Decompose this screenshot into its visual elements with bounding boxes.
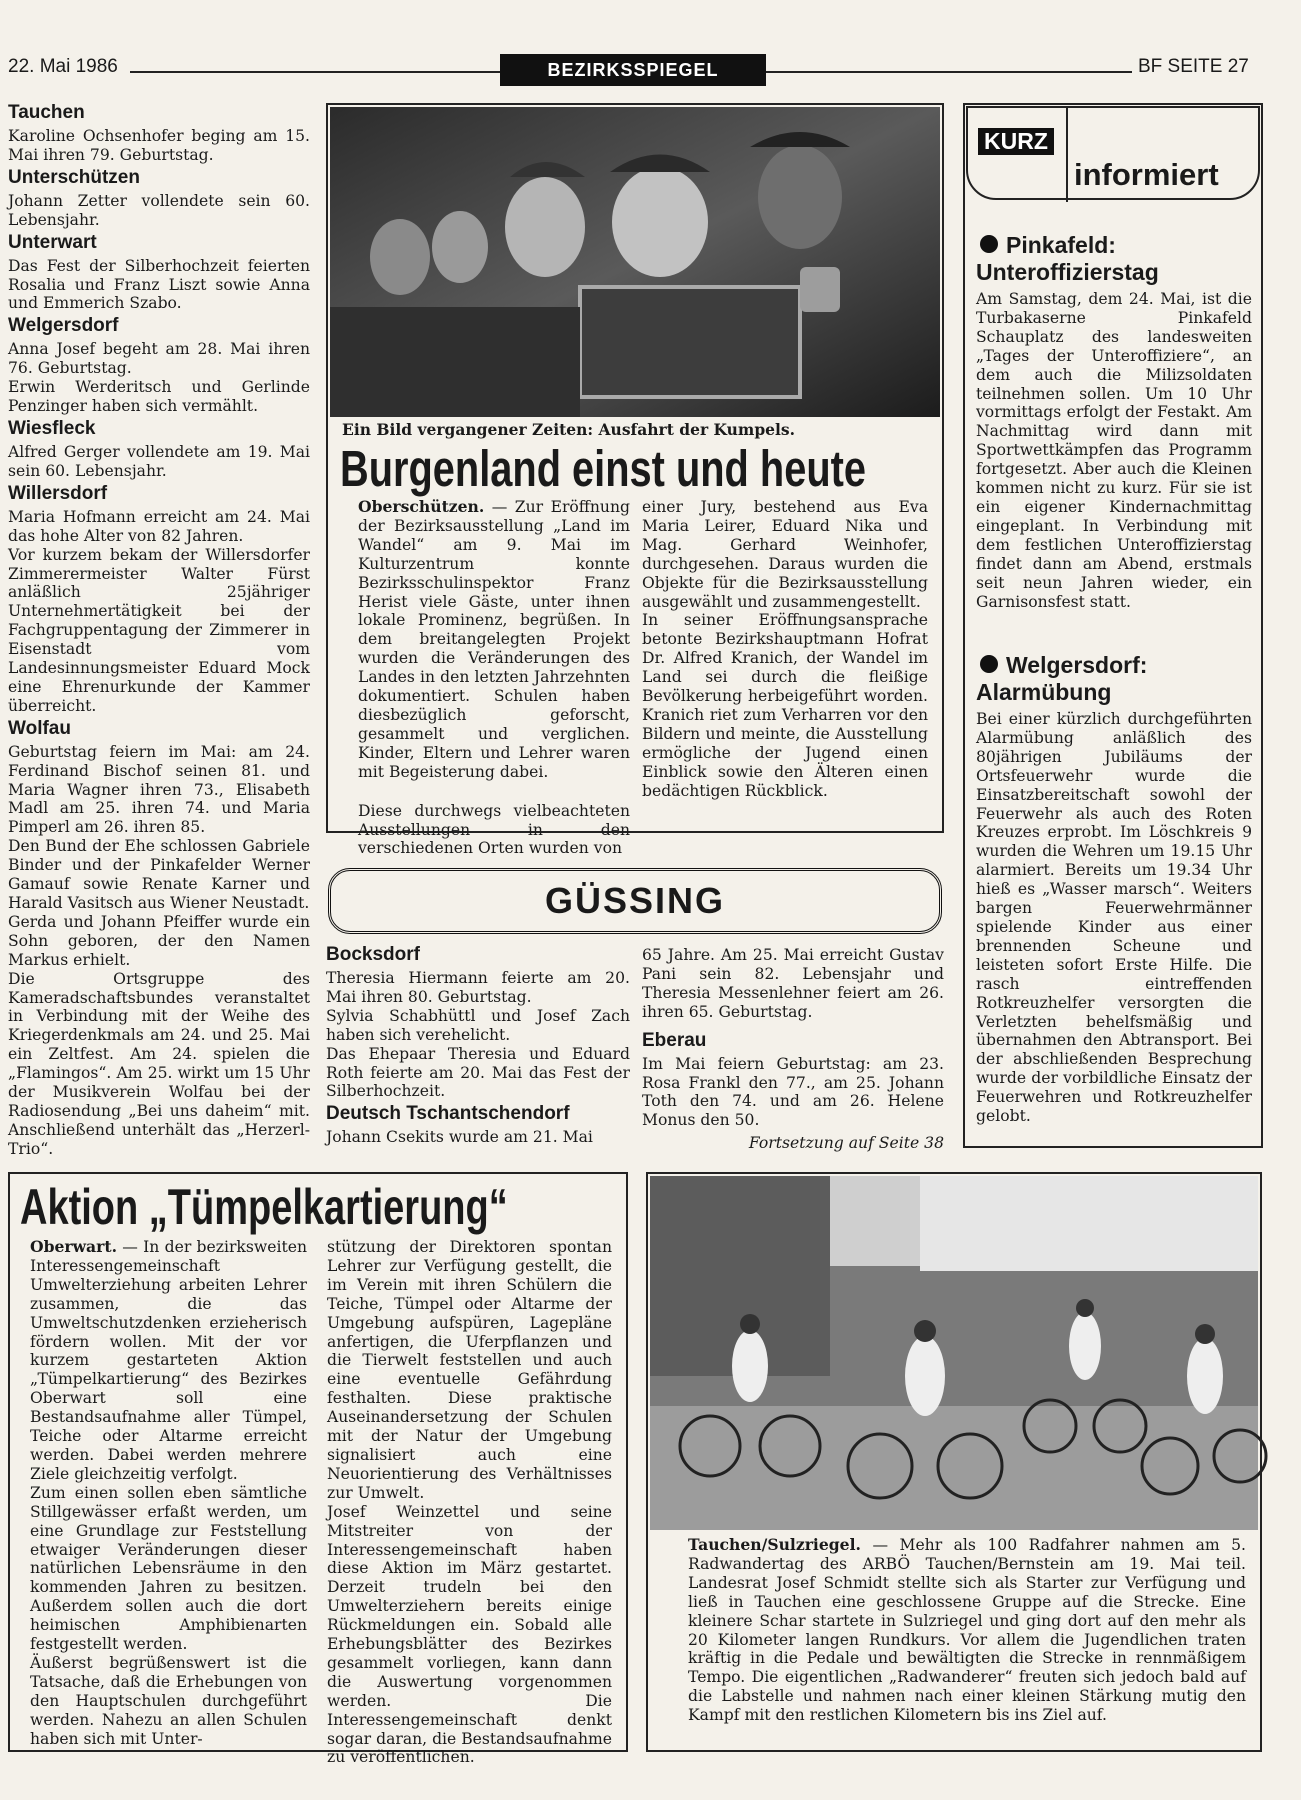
body-text: — In der bezirksweiten Interessengemeinschaft Umwelterziehung arbeiten Lehrer zusammen, die das Umweltschutzdenken erzieherisch fördern wollen. Mit der vor kurzem gestarteten Aktion „Tümpelkartierung“ des Bezirkes Oberwart soll eine Bestandsaufnahme aller Tümpel, Teiche oder Altarme erreicht werden. Dabei werden mehrere Ziele gleichzeitig verfolgt. (30, 1238, 307, 1483)
miners-photo-graphic (330, 107, 940, 417)
entry-text: 65 Jahre. Am 25. Mai erreicht Gustav Pani sein 82. Lebensjahr und Theresia Messenlehner feiert am 26. ihren 65. Geburtstag. (642, 946, 944, 1021)
place-heading: Deutsch Tschantschendorf (326, 1103, 570, 1125)
left-column (8, 100, 310, 1158)
body-text: Diese durchwegs vielbeachteten Ausstellungen in den verschiedenen Orten wurden von (358, 801, 630, 858)
heading-part: Pinkafeld: (1006, 232, 1116, 258)
kurz-item-subheading: Unteroffizierstag (976, 259, 1159, 285)
page-number: BF SEITE 27 (1138, 56, 1249, 77)
kurz-item-2 (976, 652, 1252, 1126)
entry-text: Geburtstag feiern im Mai: am 24. Ferdinand Bischof seinen 81. und Maria Wagner ihren 73., Elisabeth Madl am 25. ihren 74. und Maria Pimperl am 26. ihren 85. (8, 742, 310, 837)
bullet-icon (980, 655, 998, 673)
dateline: Oberschützen. (358, 497, 485, 516)
body-text: — Mehr als 100 Radfahrer nahmen am 5. Radwandertag des ARBÖ Tauchen/Bernstein am 19. Mai teil. Landesrat Josef Schmidt stellte sich als Starter zur Verfügung und ließ in Tauchen eine geschlossene Gruppe auf die Strecke. Eine kleinere Schar startete in Sulzriegel und ging dort auf den mehr als 20 Kilometer langen Rundkurs. Vor allem die Jugendlichen traten kräftig in die Pedale und bewältigten die Strecke in rennmäßigem Tempo. Die eigentlichen „Radwanderer“ freuten sich jedoch bald auf die Labstelle und nahmen nach einer kleinen Stärkung mutig den Kampf mit den restlichen Kilometern bis ins Ziel auf. (688, 1536, 1246, 1725)
continued-note: Fortsetzung auf Seite 38 (748, 1134, 944, 1153)
place-heading: Bocksdorf (326, 944, 420, 965)
entry-text: Vor kurzem bekam der Willersdorfer Zimmerermeister Walter Fürst anläßlich 25jähriger Unternehmertätigkeit bei der Fachgruppentagung der Zimmerer in Eisenstadt vom Landesinnungsmeister Eduard Mock eine Ehrenurkunde der Kammer überreicht. (8, 545, 310, 715)
burgenland-headline: Burgenland einst und heute (340, 440, 867, 497)
entry-text: Johann Csekits wurde am 21. Mai (326, 1128, 593, 1147)
entry-text: Das Ehepaar Theresia und Eduard Roth feierte am 20. Mai das Fest der Silberhochzeit. (326, 1044, 630, 1101)
entry-text: Johann Zetter vollendete sein 60. Lebensjahr. (8, 191, 310, 229)
body-text: Zum einen sollen eben sämtliche Stillgewässer erfaßt werden, um eine Grundlage zur Feststellung etwaiger Veränderungen dieser natürlichen Lebensräume in den kommenden Jahren zu besitzen. Außerdem sollen auch die dort heimischen Amphibienarten festgestellt werden. (30, 1483, 307, 1654)
kurz-divider (1066, 108, 1068, 202)
body-text: stützung der Direktoren spontan Lehrer zur Verfügung gestellt, die im Verein mit ihren Schülern die Teiche, Tümpel oder Altarme der Umgebung aufspüren, Lagepläne anfertigen, die Uferpflanzen und die Tierwelt feststellen und auch eine eventuelle Gefährdung festhalten. Diese praktische Auseinandersetzung der Schulen mit der Natur der Umgebung signalisiert auch eine Neuorientierung des Verhältnisses zur Umwelt. (327, 1238, 612, 1502)
burgenland-body (358, 498, 630, 782)
guessing-col-2 (642, 946, 944, 1153)
body-text: einer Jury, bestehend aus Eva Maria Leirer, Eduard Nika und Mag. Gerhard Weinhofer, durchgesehen. Daraus wurden die Objekte für die Bezirksausstellung ausgewählt und zusammengestellt. (642, 498, 928, 611)
tuempel-col-1 (30, 1238, 307, 1748)
entry-text: Karoline Ochsenhofer beging am 15. Mai ihren 79. Geburtstag. (8, 127, 310, 164)
guessing-title: GÜSSING (544, 880, 726, 921)
place-heading: Unterwart (8, 231, 97, 253)
body-text: Josef Weinzettel und seine Mitstreiter von der Interessengemeinschaft haben diese Aktion im März gestartet. Derzeit trudeln bei den Umwelterziehern bereits einige Rückmeldungen ein. Sobald alle Erhebungsblätter des Bezirkes gesammelt vorliegen, kann dann die Auswertung vorgenommen werden. Die Interessengemeinschaft denkt sogar daran, die Bestandsaufnahme zu veröffentlichen. (327, 1502, 613, 1767)
entry-text: Gerda und Johann Pfeiffer wurde ein Sohn geboren, der den Namen Markus erhielt. (8, 912, 310, 969)
kurz-item-heading (980, 652, 1252, 679)
place-heading: Welgersdorf (8, 315, 119, 337)
kurz-title: informiert (1074, 157, 1219, 192)
kurz-item-text: Am Samstag, dem 24. Mai, ist die Turbakaserne Pinkafeld Schauplatz des landesweiten „Tages der Unteroffiziere“, an dem auch die Milizsoldaten teilnehmen sollen. Um 10 Uhr vormittags erfolgt der Festakt. Am Nachmittag wird dann mit Sportwettkämpfen das Programm fortgesetzt. Aber auch die Kleinen kommen nicht zu kurz. Für sie ist ein eigener Kindernachmittag eingeplant. In Verbindung mit dem festlichen Unteroffizierstag findet dann am Abend, erstmals seit neun Jahren wieder, ein Garnisonsfest statt. (976, 290, 1252, 611)
entry-text: Das Fest der Silberhochzeit feierten Rosalia und Franz Liszt sowie Anna und Emmerich Szabo. (8, 256, 310, 313)
guessing-col-1 (326, 942, 630, 1147)
entry-text: Die Ortsgruppe des Kameradschaftsbundes veranstaltet in Verbindung mit der Weihe des Kriegerdenkmals am 24. und 25. Mai ein Zeltfest. Am 24. spielen die „Flamingos“. Am 25. wirkt um 15 Uhr der Musikverein Wolfau bei der Radiosendung „Bei uns daheim“ mit. Anschließend unterhält das „Herzerl-Trio“. (8, 969, 310, 1158)
issue-date: 22. Mai 1986 (8, 56, 118, 77)
header-rule-left (130, 71, 500, 73)
tuempel-col-2 (327, 1238, 612, 1767)
caption-text (688, 1536, 1246, 1725)
kurz-item-subheading: Alarmübung (976, 679, 1112, 705)
entry-text: Theresia Hiermann feierte am 20. Mai ihren 80. Geburtstag. (326, 969, 630, 1006)
miners-photo (330, 107, 940, 417)
entry-text: Anna Josef begeht am 28. Mai ihren 76. Geburtstag. (8, 340, 310, 378)
kurz-item-1 (976, 232, 1252, 611)
cyclists-photo-graphic (650, 1176, 1258, 1530)
body-text: Äußerst begrüßenswert ist die Tatsache, daß die Erhebungen von den Hauptschulen durchgeführt werden. Nahezu an allen Schulen haben sich mit Unter- (30, 1653, 307, 1748)
photo-caption: Ein Bild vergangener Zeiten: Ausfahrt der Kumpels. (342, 420, 796, 439)
section-banner: BEZIRKSSPIEGEL (500, 54, 766, 86)
entry-text: Maria Hofmann erreicht am 24. Mai das hohe Alter von 82 Jahren. (8, 507, 310, 545)
entry-text: Erwin Werderitsch und Gerlinde Penzinger haben sich vermählt. (8, 378, 310, 416)
radwandertag-caption (688, 1536, 1246, 1725)
header-rule-right (766, 71, 1132, 73)
dateline: Oberwart. (30, 1237, 117, 1256)
place-heading: Eberau (642, 1029, 707, 1051)
kurz-header (966, 106, 1260, 200)
kurz-item-text: Bei einer kürzlich durchgeführten Alarmübung anläßlich des 80jährigen Jubiläums der Ortsfeuerwehr wurde die Einsatzbereitschaft sowohl der Feuerwehr als auch des Roten Kreuzes erprobt. Im Löschkreis 9 wurden die Wehren um 19.15 Uhr alarmiert. Bereits um 19.34 Uhr hieß es „Wasser marsch“. Weiters bargen Feuerwehrmänner spielende Kinder aus einer brennenden Scheune und leisteten sofort Erste Hilfe. Die rasch eintreffenden Rotkreuzhelfer versorgten die Verletzten behelfsmäßig und übernahmen den Abtransport. Bei der abschließenden Besprechung wurde der vorbildliche Einsatz der Feuerwehren und Rotkreuzhelfer gelobt. (976, 710, 1252, 1126)
bullet-icon (980, 235, 998, 253)
dateline: Tauchen/Sulzriegel. (688, 1535, 861, 1554)
entry-text: Sylvia Schabhüttl und Josef Zach haben sich verehelicht. (326, 1006, 630, 1044)
body-text: In seiner Eröffnungsansprache betonte Bezirkshauptmann Hofrat Dr. Alfred Kranich, der Wandel im Land sei durch die fleißige Bevölkerung herbeigeführt worden. Kranich riet zum Verharren vor den Bildern und meinte, die Ausstellung ermögliche der Jugend einen Einblick sowie den Älteren einen bedächtigen Rückblick. (642, 611, 928, 800)
tuempel-body (30, 1238, 307, 1484)
kurz-tag: KURZ (978, 128, 1054, 155)
place-heading: Unterschützen (8, 166, 140, 188)
place-heading: Wiesfleck (8, 417, 96, 439)
kurz-item-heading (980, 232, 1252, 259)
burgenland-col-1 (358, 498, 630, 858)
heading-part: Welgersdorf: (1006, 652, 1148, 678)
body-text: — Zur Eröffnung der Bezirksausstellung „Land im Wandel“ am 9. Mai im Kulturzentrum konnte Bezirksschulinspektor Franz Herist viele Gäste, unter ihnen lokale Prominenz, begrüßen. In dem breitangelegten Projekt wurden die Veränderungen des Landes in den letzten Jahrzehnten dokumentiert. Schulen haben diesbezüglich geforscht, gesammelt und verglichen. Kinder, Eltern und Lehrer waren mit Begeisterung dabei. (358, 498, 630, 781)
burgenland-col-2 (642, 498, 928, 801)
tuempel-headline: Aktion „Tümpelkartierung“ (20, 1179, 508, 1235)
place-heading: Willersdorf (8, 482, 108, 504)
entry-text: Im Mai feiern Geburtstag: am 23. Rosa Frankl den 77., am 25. Johann Toth den 74. und am 26. Helene Monus den 50. (642, 1054, 944, 1130)
entry-text: Alfred Gerger vollendete am 19. Mai sein 60. Lebensjahr. (8, 442, 310, 480)
place-heading: Wolfau (8, 717, 71, 739)
guessing-banner (328, 868, 942, 934)
place-heading: Tauchen (8, 102, 85, 123)
cyclists-photo (650, 1176, 1258, 1530)
entry-text: Den Bund der Ehe schlossen Gabriele Binder und der Pinkafelder Werner Gamauf sowie Renate Karner und Harald Vasitsch aus Wiener Neustadt. (8, 837, 310, 912)
